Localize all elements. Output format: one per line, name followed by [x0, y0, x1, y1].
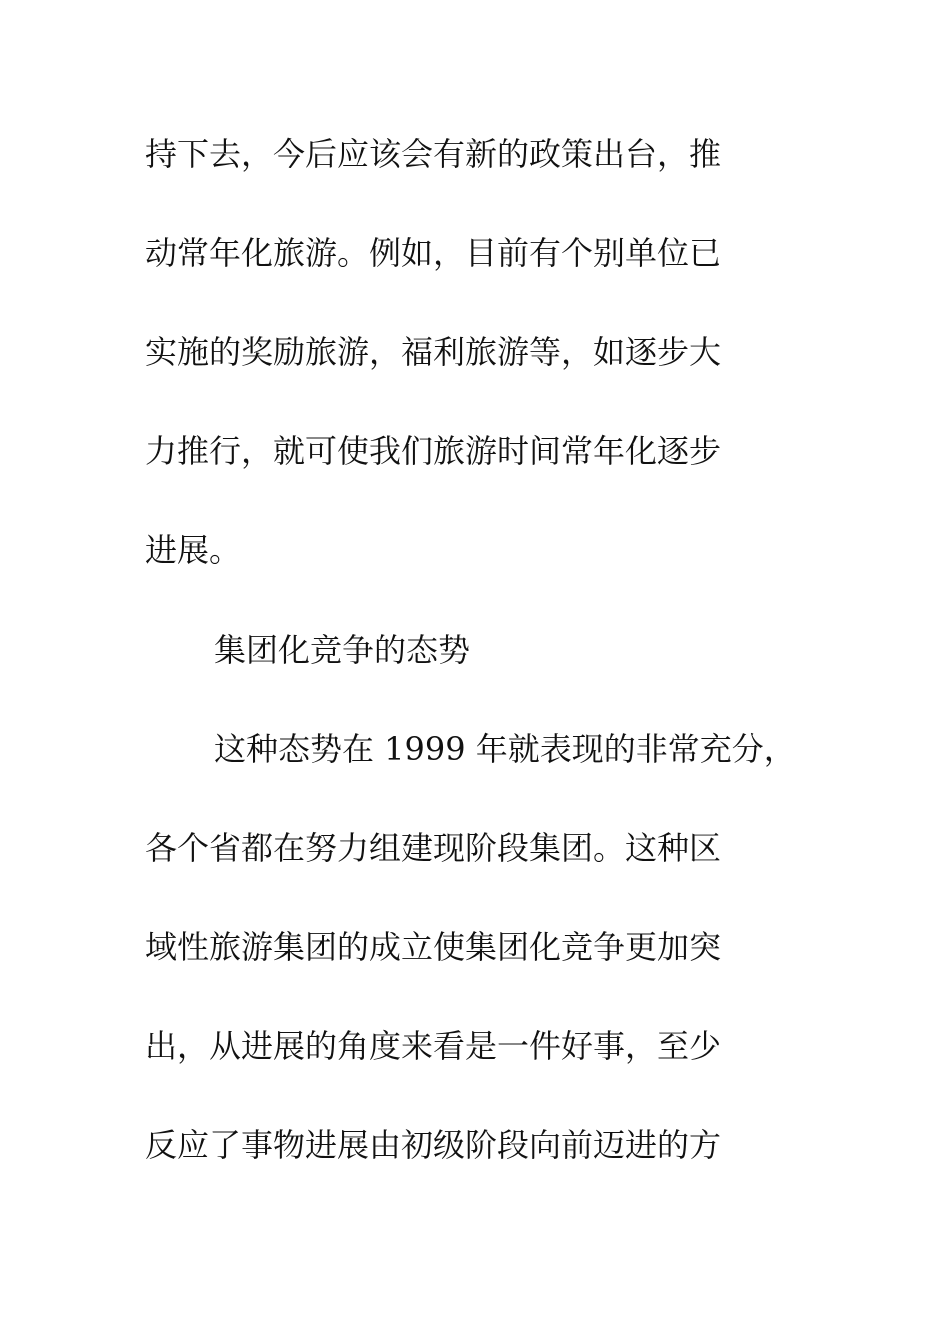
- text-line: 出，从进展的角度来看是一件好事，至少: [145, 1027, 722, 1065]
- text-line: 进展。: [145, 531, 242, 569]
- text-line: 持下去，今后应该会有新的政策出台，推: [145, 135, 722, 173]
- text-line: 力推行，就可使我们旅游时间常年化逐步: [145, 432, 722, 470]
- section-heading: 集团化竞争的态势: [214, 631, 471, 669]
- text-line: 各个省都在努力组建现阶段集团。这种区: [145, 829, 722, 867]
- text-line: 实施的奖励旅游，福利旅游等，如逐步大: [145, 333, 722, 371]
- text-line: 反应了事物进展由初级阶段向前迈进的方: [145, 1126, 722, 1164]
- text-line: 动常年化旅游。例如，目前有个别单位已: [145, 234, 722, 272]
- text-line: 域性旅游集团的成立使集团化竞争更加突: [145, 928, 722, 966]
- paragraph-first-line: 这种态势在 1999 年就表现的非常充分，: [214, 730, 796, 768]
